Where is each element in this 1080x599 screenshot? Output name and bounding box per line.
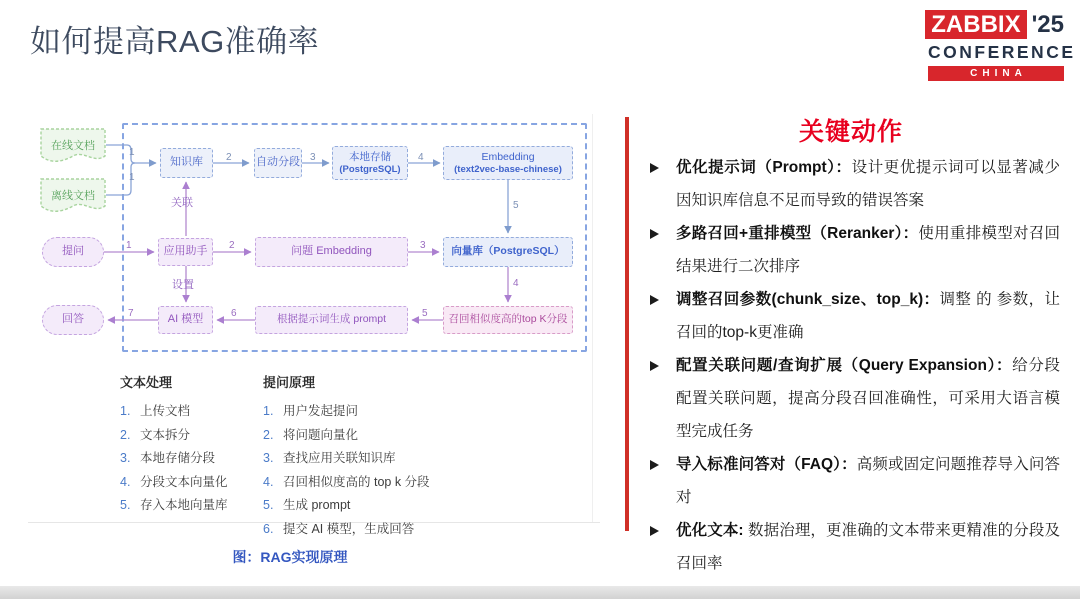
node-embedding <box>443 146 573 180</box>
bullet-lead: 导入标准问答对（FAQ）： <box>676 456 857 473</box>
node-generate-prompt: 根据提示词生成 prompt <box>255 306 408 334</box>
list-header: 文本处理 <box>120 375 173 390</box>
item-text: 本地存储分段 <box>140 451 216 465</box>
bullet-text: 给分段配置关联问题，提高分段召回准确性，可采用大语言模型完成任务 <box>676 357 1060 440</box>
bullet-lead: 优化文本: <box>676 522 748 539</box>
item-text: 召回相似度高的 top k 分段 <box>283 474 430 489</box>
key-actions-header: 关键动作 <box>798 118 903 146</box>
item-number: 4. <box>120 474 131 489</box>
item-number: 1. <box>120 404 131 418</box>
bullet-item <box>646 448 1060 514</box>
node-recall-topk: 召回相似度高的top K分段 <box>443 306 573 334</box>
figure-caption: 图：RAG实现原理 <box>232 549 348 565</box>
bullet-item <box>646 349 1060 448</box>
list-item <box>263 518 428 542</box>
item-number: 2. <box>120 427 131 442</box>
node-sublabel: (PostgreSQL) <box>339 163 401 175</box>
bullet-item <box>646 514 1060 580</box>
edge-label: 2 <box>226 152 232 163</box>
item-text: 存入本地向量库 <box>140 498 228 512</box>
node-label: 离线文档 <box>51 190 95 202</box>
bullet-arrow-icon <box>650 526 659 536</box>
node-sublabel: (text2vec-base-chinese) <box>454 163 562 175</box>
node-ask: 提问 <box>42 237 104 267</box>
node-question-embedding: 问题 Embedding <box>255 237 408 267</box>
list-item <box>120 494 265 518</box>
item-number: 1. <box>263 404 274 418</box>
item-text: 将问题向量化 <box>283 427 359 442</box>
node-local-storage <box>332 146 408 180</box>
edge-label: 5 <box>513 200 519 211</box>
bullet-arrow-icon <box>650 361 659 371</box>
list-item <box>120 471 265 495</box>
node-ai-model: AI 模型 <box>158 306 213 334</box>
node-label: 在线文档 <box>51 140 95 152</box>
node-answer: 回答 <box>42 305 104 335</box>
item-text: 上传文档 <box>140 404 191 418</box>
node-label: Embedding <box>481 150 535 163</box>
red-vertical-divider <box>625 117 629 531</box>
item-number: 3. <box>120 451 131 465</box>
edge-label-relation: 关联 <box>171 197 193 209</box>
list-item <box>263 471 428 495</box>
edge-label: 3 <box>310 152 316 163</box>
zabbix-conference-label: CONFERENCE <box>928 42 1076 63</box>
node-auto-segment: 自动分段 <box>254 148 302 178</box>
bullet-text: 使用重排模型对召回结果进行二次排序 <box>676 225 1060 275</box>
list-item <box>120 400 265 424</box>
bullet-arrow-icon <box>650 229 659 239</box>
item-number: 5. <box>263 498 274 512</box>
bullet-item <box>646 217 1060 283</box>
edge-label: 4 <box>513 278 519 289</box>
bullet-lead: 调整召回参数(chunk_size、top_k)： <box>676 291 940 308</box>
node-offline-doc <box>40 178 106 218</box>
edge-label: 6 <box>231 308 237 319</box>
node-app-assistant: 应用助手 <box>158 238 213 266</box>
zabbix-brand: ZABBIX <box>925 10 1026 39</box>
bullet-text: 设计更优提示词可以显著减少因知识库信息不足而导致的错误答案 <box>676 159 1060 209</box>
node-online-doc <box>40 128 106 168</box>
list-item <box>263 424 428 448</box>
bullet-lead: 优化提示词（Prompt）： <box>676 159 852 176</box>
edge-label: 4 <box>418 152 424 163</box>
text-processing-list <box>120 372 265 518</box>
page-title: 如何提高RAG准确率 <box>30 24 320 59</box>
node-vector-db: 向量库（PostgreSQL） <box>443 237 573 267</box>
zabbix-logo <box>928 10 1076 81</box>
list-item <box>263 400 428 424</box>
node-knowledge-base: 知识库 <box>160 148 213 178</box>
zabbix-china-label: CHINA <box>928 66 1064 81</box>
edge-label: 1 <box>126 240 132 251</box>
item-text: 用户发起提问 <box>283 404 359 418</box>
key-actions-list <box>646 151 1060 580</box>
bottom-strip <box>0 586 1080 599</box>
question-principle-list <box>263 372 428 541</box>
edge-label: 1 <box>129 147 135 158</box>
item-text: 分段文本向量化 <box>140 474 228 489</box>
edge-label: 2 <box>229 240 235 251</box>
item-number: 4. <box>263 474 274 489</box>
bullet-arrow-icon <box>650 460 659 470</box>
bullet-item <box>646 151 1060 217</box>
list-header: 提问原理 <box>263 375 316 390</box>
item-number: 6. <box>263 521 274 536</box>
bullet-lead: 配置关联问题/查询扩展（Query Expansion）： <box>676 357 1013 374</box>
zabbix-year: '25 <box>1031 10 1064 38</box>
node-label: 本地存储 <box>349 150 391 163</box>
bullet-item <box>646 283 1060 349</box>
list-item <box>263 447 428 471</box>
edge-label-setting: 设置 <box>172 279 194 291</box>
item-number: 5. <box>120 498 131 512</box>
item-number: 2. <box>263 427 274 442</box>
item-text: 生成 prompt <box>283 498 351 512</box>
bullet-arrow-icon <box>650 295 659 305</box>
bullet-text: 高频或固定问题推荐导入问答对 <box>676 456 1060 506</box>
bullet-text: 数据治理，更准确的文本带来更精准的分段及召回率 <box>676 522 1060 572</box>
item-number: 3. <box>263 451 274 465</box>
edge-label: 1 <box>129 172 135 183</box>
item-text: 查找应用关联知识库 <box>283 451 396 465</box>
bullet-lead: 多路召回+重排模型（Reranker）： <box>676 225 919 242</box>
bullet-arrow-icon <box>650 163 659 173</box>
list-item <box>120 447 265 471</box>
edge-label: 5 <box>422 308 428 319</box>
item-text: 文本拆分 <box>140 427 191 442</box>
bullet-text: 调整 的 参数，让召回的top-k更准确 <box>676 291 1060 341</box>
edge-label: 7 <box>128 308 134 319</box>
edge-label: 3 <box>420 240 426 251</box>
list-item <box>263 494 428 518</box>
item-text: 提交 AI 模型，生成回答 <box>283 521 415 536</box>
list-item <box>120 424 265 448</box>
